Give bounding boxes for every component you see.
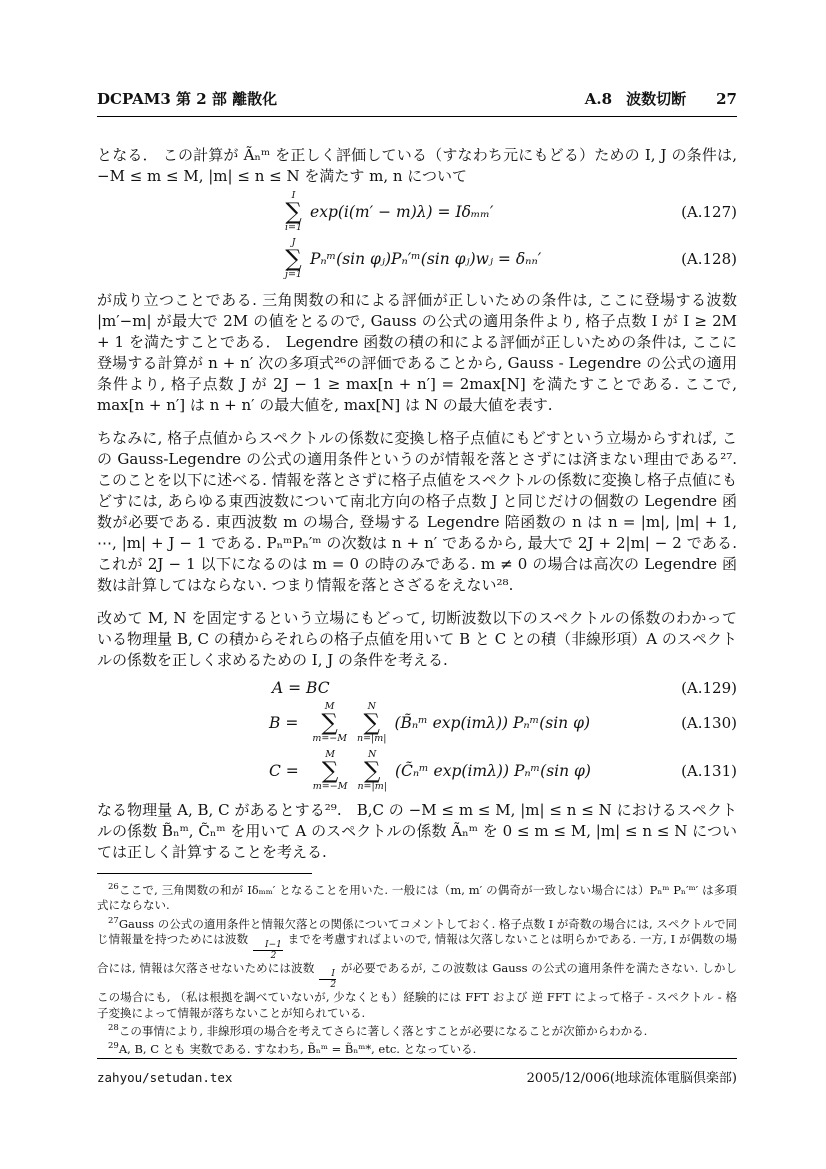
sigma-glyph: ∑ (285, 246, 302, 272)
sum-lower-limit: m=−M (312, 733, 347, 744)
paragraph-intro: となる． この計算が Ãₙᵐ を正しく評価している（すなわち元にもどる）ための I, J の条件は, −M ≤ m ≤ M, |m| ≤ n ≤ N を満たす m, n について (97, 146, 737, 185)
header-page-number: 27 (716, 90, 737, 108)
footnote-27-text-1: Gauss の公式の適用条件と情報欠落との関係についてコメントしておく. 格子点数 I が奇数の場合には, スペクトルで同じ情報量を持つためには波数 (97, 916, 737, 947)
sum-lower-limit: m=−M (312, 781, 348, 792)
equation-A127 (97, 191, 737, 233)
footer-source-filename: zahyou/setudan.tex (97, 1070, 233, 1085)
equation-body: (C̃ₙᵐ exp(imλ)) Pₙᵐ(sin φ) (394, 762, 591, 780)
paragraph-spectral-coefficients: なる物理量 A, B, C があるとする²⁹. B,C の −M ≤ m ≤ M, |m| ≤ n ≤ N におけるスペクトルの係数 B̃ₙᵐ, C̃ₙᵐ を用いて A のスペクトルの係数 Ãₙᵐ を 0 ≤ m ≤ M, |m| ≤ n ≤ N については正しく計算することを考える. (97, 801, 737, 861)
summation-symbol (312, 702, 347, 744)
sum-upper-limit: J (291, 237, 296, 248)
page-content (97, 88, 753, 1058)
summation-symbol (313, 750, 348, 792)
equation-A130-math (269, 702, 590, 744)
equation-body: exp(i(m′ − m)λ) = Iδₘₘ′ (310, 203, 494, 221)
footnote-29 (97, 1039, 737, 1057)
paragraph-nonlinear-setup: 改めて M, N を固定するという立場にもどって, 切断波数以下のスペクトルの係数のわかっている物理量 B, C の積からそれらの格子点値を用いて B と C との積（非線形項）A のスペクトルの係数を正しく求めるための I, J の条件を考える. (97, 609, 737, 669)
footer-separator-rule (97, 1058, 737, 1059)
equation-A129 (97, 679, 737, 697)
footnote-29-text: A, B, C とも 実数である. すなわち, B̃ₙᵐ = B̃ₙᵐ*, etc. となっている. (118, 1042, 477, 1057)
sum-lower-limit: n=|m| (357, 781, 387, 792)
sigma-glyph: ∑ (321, 758, 339, 784)
fraction-denominator: 2 (330, 980, 337, 991)
footnote-27-text-3: が必要であるが, この波数は Gauss の公式の適用条件を満たさない. しかしこの場合にも, （私は根拠を調べていないが, 少なくとも）経験的には FFT および 逆 FFT によって格子 - スペクトル - 格子変換によって情報が落ちないことが知られている. (97, 961, 737, 1020)
footnote-separator-rule (97, 873, 312, 874)
footer-date-credit: 2005/12/006(地球流体電脳倶楽部) (526, 1071, 737, 1086)
footnote-28 (97, 1021, 737, 1039)
paragraph-gauss-conditions: が成り立つことである. 三角関数の和による評価が正しいための条件は, ここに登場する波数 |m′−m| が最大で 2M の値をとるので, Gauss の公式の適用条件より, 格子点数 I が I ≥ 2M + 1 を満たすことである． Legendre 函数の積の和による評価が正しいための条件は, ここに登場する計算が n + n′ 次の多項式²⁶の評価であることから, Gauss - Legendre の公式の適用条件より, 格子点数 J が 2J − 1 ≥ max[n + n′] = 2max[N] を満たすことである. ここで, max[n + n′] は n + n′ の最大値を, max[N] は N の最大値を表す. (97, 291, 737, 414)
fraction-numerator: I−1 (253, 940, 283, 951)
sum-upper-limit: M (325, 749, 335, 760)
sum-upper-limit: N (367, 701, 376, 712)
equation-A130 (97, 702, 737, 744)
summation-symbol (285, 238, 302, 280)
sum-lower-limit: i=1 (285, 222, 303, 233)
summation-symbol (357, 702, 387, 744)
footnote-29-number: 29 (108, 1041, 119, 1052)
sigma-glyph: ∑ (363, 758, 381, 784)
footnote-26-number: 26 (108, 882, 119, 892)
equation-A128-math (280, 238, 541, 280)
page-footer (97, 1058, 737, 1086)
equation-A131-math (269, 750, 591, 792)
sigma-glyph: ∑ (321, 710, 338, 736)
fraction-denominator: 2 (270, 951, 277, 962)
sum-lower-limit: j=1 (285, 269, 302, 280)
page-header (97, 88, 737, 117)
sum-upper-limit: N (368, 749, 377, 760)
equation-A127-math (280, 191, 493, 233)
header-section-number: A.8 (584, 90, 613, 108)
header-document-title: DCPAM3 第 2 部 離散化 (97, 90, 278, 108)
sigma-glyph: ∑ (363, 710, 380, 736)
footnote-27-text-2: までを考慮すればよいので, 情報は欠落しないことは明らかである. 一方, I が偶数の場合には, 情報は欠落させないためには波数 (97, 932, 737, 976)
equation-A131 (97, 750, 737, 792)
footnote-28-text: この事情により, 非線形項の場合を考えてさらに著しく落とすことが必要になることが次節からわかる. (118, 1023, 648, 1038)
sigma-glyph: ∑ (285, 199, 302, 225)
equation-number: (A.130) (681, 714, 737, 732)
equation-number: (A.129) (681, 679, 737, 697)
equation-body: A = BC (272, 679, 330, 697)
fraction-numerator: I (319, 969, 336, 980)
sum-lower-limit: n=|m| (356, 733, 387, 744)
summation-symbol (357, 750, 387, 792)
fraction-I-minus-1-over-2 (253, 940, 283, 961)
equation-A128 (97, 238, 737, 280)
equation-number: (A.127) (681, 203, 737, 221)
sum-upper-limit: I (291, 190, 296, 201)
footnote-26 (97, 880, 737, 914)
equation-number: (A.128) (681, 250, 737, 268)
equation-body: Pₙᵐ(sin φⱼ)Pₙ′ᵐ(sin φⱼ)wⱼ = δₙₙ′ (309, 250, 542, 268)
footnote-28-number: 28 (108, 1023, 119, 1034)
fraction-I-over-2 (319, 969, 336, 990)
equation-body: (B̃ₙᵐ exp(imλ)) Pₙᵐ(sin φ) (394, 714, 590, 732)
summation-symbol (285, 191, 302, 233)
header-section-title: 波数切断 (626, 90, 687, 108)
equation-lhs: C = (269, 762, 299, 780)
sum-upper-limit: M (324, 701, 335, 712)
equation-lhs: B = (269, 714, 299, 732)
footnote-27 (97, 914, 737, 1021)
footnotes-section (97, 873, 737, 1058)
paragraph-information-loss: ちなみに, 格子点値からスペクトルの係数に変換し格子点値にもどすという立場からすれば, この Gauss-Legendre の公式の適用条件というのが情報を落とさずには済まない理由である²⁷. このことを以下に述べる. 情報を落とさずに格子点値をスペクトルの係数に変換し格子点値にもどすには, あらゆる東西波数について南北方向の格子点数 J と同じだけの個数の Legendre 函数が必要である. 東西波数 m の場合, 登場する Legendre 陪函数の n は n = |m|, |m| + 1, ⋯, |m| + J − 1 である. PₙᵐPₙ′ᵐ の次数は n + n′ であるから, 最大で 2J + 2|m| − 2 である. これが 2J − 1 以下になるのは m = 0 の時のみである. m ≠ 0 の場合は高次の Legendre 函数は計算してはならない. つまり情報を落とさざるをえない²⁸. (97, 429, 753, 594)
header-section-info (585, 88, 737, 109)
footer-row (97, 1067, 737, 1086)
equation-A129-math (269, 679, 330, 697)
equation-number: (A.131) (681, 762, 737, 780)
footnote-26-text: ここで, 三角関数の和が Iδₘₘ′ となることを用いた. 一般には（m, m′ の偶奇が一致しない場合には）Pₙᵐ Pₙ′ᵐ′ は多項式にならない. (97, 882, 737, 913)
footnote-27-number: 27 (108, 915, 119, 926)
